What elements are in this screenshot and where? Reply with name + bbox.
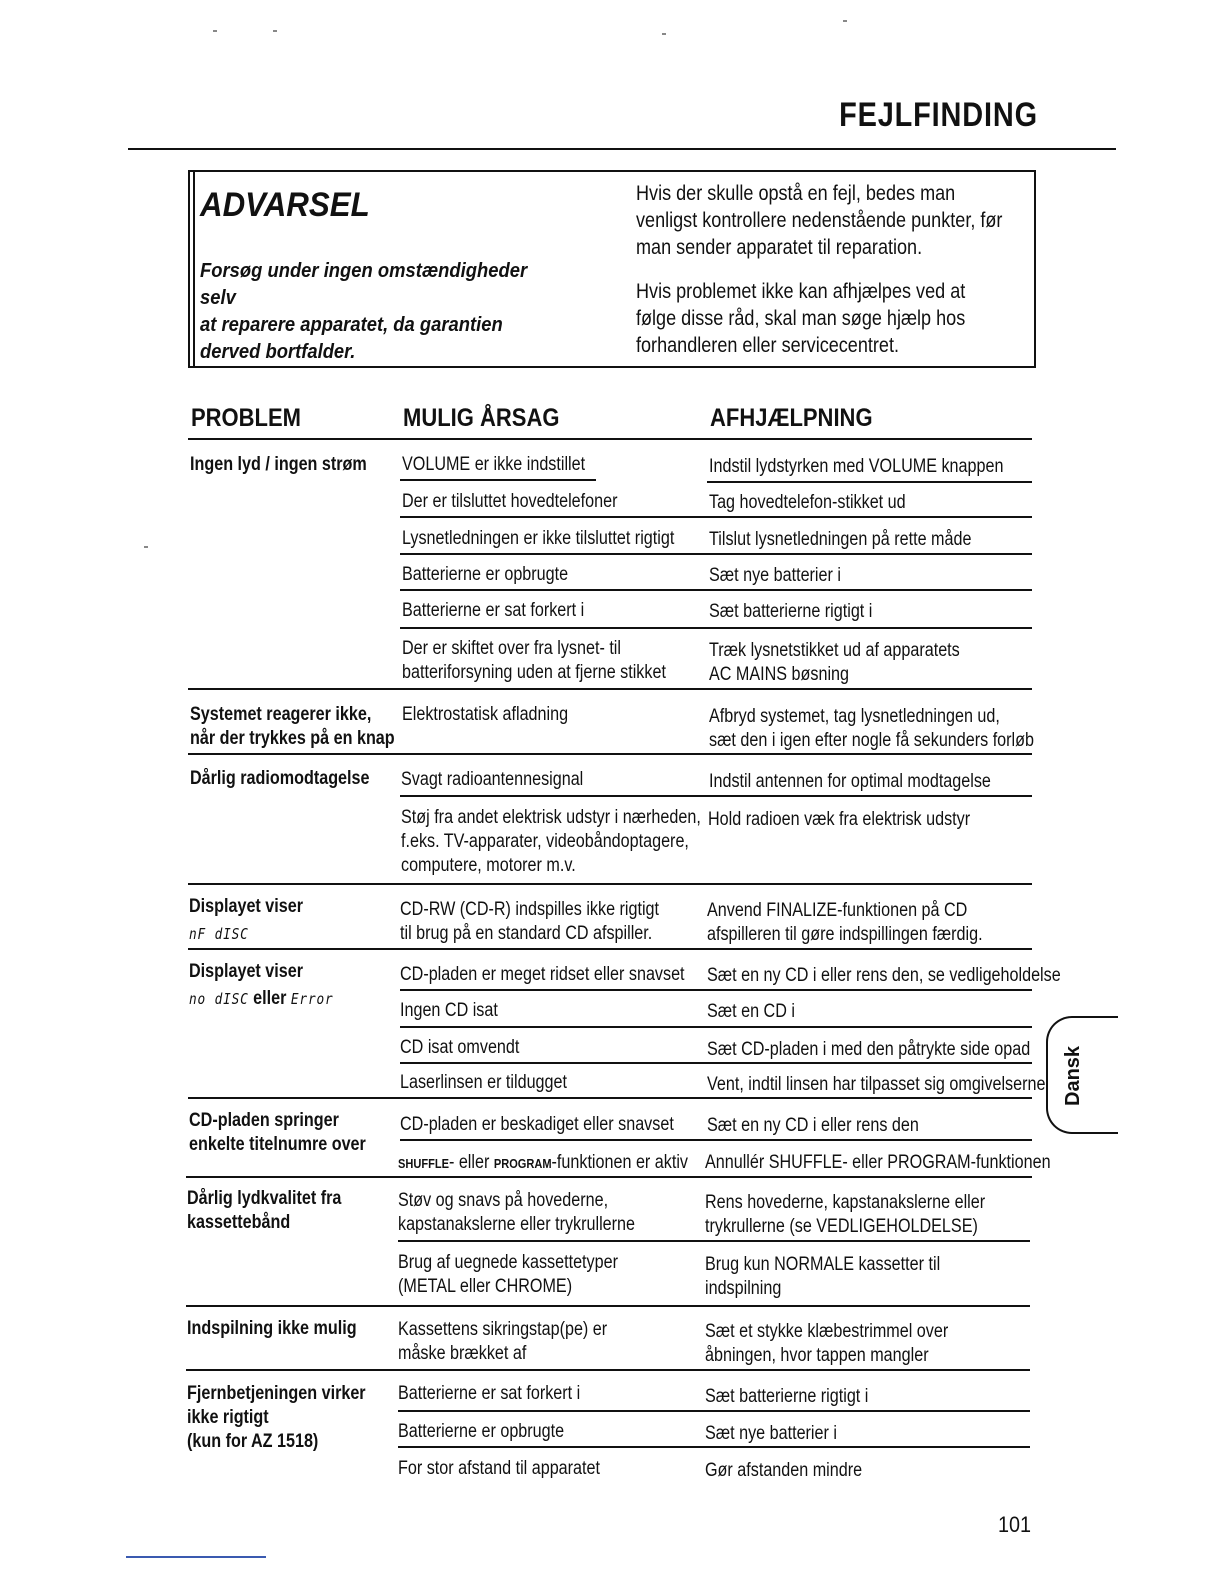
row-rule <box>400 989 1032 991</box>
cause-text: Der er tilsluttet hovedtelefoner <box>402 491 618 512</box>
row-rule <box>400 589 1032 591</box>
problem-label: CD-pladen springer enkelte titelnumre over <box>189 1110 366 1155</box>
problem-label: Displayet viser <box>189 961 304 982</box>
remedy-text: Tilslut lysnetledningen på rette måde <box>709 529 972 550</box>
cause-text: Svagt radioantennesignal <box>401 769 584 790</box>
remedy-text: Rens hovederne, kapstanakslerne eller trykrullerne (se VEDLIGEHOLDELSE) <box>705 1192 986 1237</box>
section-rule <box>188 1097 1032 1099</box>
remedy-text: Sæt en ny CD i eller rens den <box>707 1115 919 1136</box>
footer-rule <box>126 1556 266 1558</box>
or-text: eller <box>253 988 287 1009</box>
cause-text: VOLUME er ikke indstillet <box>402 454 586 475</box>
problem-label: Dårlig lydkvalitet fra kassettebånd <box>187 1188 342 1233</box>
cause-text: Batterierne er sat forkert i <box>398 1383 581 1404</box>
cause-text: For stor afstand til apparatet <box>398 1458 600 1479</box>
page-number: 101 <box>998 1512 1032 1537</box>
section-rule <box>186 1305 1030 1307</box>
column-header-problem: PROBLEM <box>191 404 301 432</box>
problem-label: Fjernbetjeningen virker ikke rigtigt (kun for AZ 1518) <box>187 1383 366 1452</box>
section-rule <box>188 688 1032 690</box>
remedy-text: Sæt en ny CD i eller rens den, se vedligeholdelse <box>707 965 1061 986</box>
row-rule <box>400 553 1032 555</box>
page-title: FEJLFINDING <box>839 96 1038 134</box>
remedy-text: Sæt batterierne rigtigt i <box>705 1386 869 1407</box>
cause-text: Kassettens sikringstap(pe) er måske brækket af <box>398 1319 608 1364</box>
cause-text: Der er skiftet over fra lysnet- til batteriforsyning uden at fjerne stikket <box>402 638 666 683</box>
cause-text: CD-pladen er meget ridset eller snavset <box>400 964 685 985</box>
shuffle-keyword: SHUFFLE <box>398 1156 449 1171</box>
cause-text: Batterierne er sat forkert i <box>402 600 585 621</box>
column-header-remedy: AFHJÆLPNING <box>710 404 873 432</box>
remedy-text: Tag hovedtelefon-stikket ud <box>709 492 906 513</box>
cause-fragment: -funktionen er aktiv <box>551 1152 688 1173</box>
section-rule <box>186 1176 1032 1178</box>
language-tab <box>1046 1016 1118 1134</box>
display-readout: nF dISC <box>189 925 249 943</box>
section-rule <box>188 948 1032 950</box>
remedy-text: Annullér SHUFFLE- eller PROGRAM-funktionen <box>705 1152 1051 1173</box>
remedy-text: Hold radioen væk fra elektrisk udstyr <box>708 809 971 830</box>
display-readout-line <box>189 987 334 1011</box>
section-rule <box>186 1369 1030 1371</box>
remedy-text: Træk lysnetstikket ud af apparatets AC MAINS bøsning <box>709 640 960 685</box>
row-rule <box>400 1139 1032 1141</box>
cause-rule <box>400 479 596 481</box>
remedy-text: Sæt batterierne rigtigt i <box>709 601 873 622</box>
row-rule <box>400 1026 1032 1028</box>
language-tab-label: Dansk <box>1062 1045 1084 1106</box>
cause-text: Ingen CD isat <box>400 1000 498 1021</box>
cause-text <box>398 1151 688 1176</box>
problem-label: Displayet viser <box>189 896 304 917</box>
cause-fragment: - eller <box>448 1152 494 1173</box>
remedy-text: Indstil lydstyrken med VOLUME knappen <box>709 456 1004 477</box>
cause-text: Elektrostatisk afladning <box>402 704 569 725</box>
cause-text: Støj fra andet elektrisk udstyr i nærheden, f.eks. TV-apparater, videobåndoptagere, computere, motorer m.v. <box>401 807 701 876</box>
intro-paragraph-2: Hvis problemet ikke kan afhjælpes ved at følge disse råd, skal man søge hjælp hos forhandleren eller servicecentret. <box>636 280 966 357</box>
cause-text: Lysnetledningen er ikke tilsluttet rigtigt <box>402 528 675 549</box>
remedy-text: Gør afstanden mindre <box>705 1460 863 1481</box>
row-rule <box>400 516 1032 518</box>
problem-label: Indspilning ikke mulig <box>187 1318 357 1339</box>
problem-label: Dårlig radiomodtagelse <box>190 768 370 789</box>
warning-heading: ADVARSEL <box>200 186 370 224</box>
row-rule <box>400 795 1032 797</box>
cause-text: Støv og snavs på hovederne, kapstanakslerne eller trykrullerne <box>398 1190 635 1235</box>
problem-label: Ingen lyd / ingen strøm <box>190 454 367 475</box>
section-rule <box>188 883 1032 885</box>
remedy-text: Indstil antennen for optimal modtagelse <box>709 771 991 792</box>
remedy-text: Sæt et stykke klæbestrimmel over åbningen, hvor tappen mangler <box>705 1321 949 1366</box>
remedy-text: Sæt en CD i <box>707 1001 795 1022</box>
row-rule <box>400 627 1032 629</box>
cause-text: CD-RW (CD-R) indspilles ikke rigtigt til brug på en standard CD afspiller. <box>400 899 660 944</box>
cause-text: CD-pladen er beskadiget eller snavset <box>400 1114 674 1135</box>
warning-text: Forsøg under ingen omstændigheder selv at reparere apparatet, da garantien derved bortfalder. <box>200 260 528 363</box>
row-rule <box>398 1240 1030 1242</box>
remedy-text: Brug kun NORMALE kassetter til indspilning <box>705 1254 941 1299</box>
row-rule <box>398 1446 1030 1448</box>
cause-text: Laserlinsen er tildugget <box>400 1072 567 1093</box>
cause-text: Batterierne er opbrugte <box>402 564 569 585</box>
cause-text: Batterierne er opbrugte <box>398 1421 565 1442</box>
remedy-text: Sæt nye batterier i <box>709 565 841 586</box>
row-rule <box>400 1062 1032 1064</box>
section-rule <box>188 753 1032 755</box>
intro-paragraph-1: Hvis der skulle opstå en fejl, bedes man venligst kontrollere nedenstående punkter, før man sender apparatet til reparation. <box>636 182 1003 259</box>
remedy-text: Sæt nye batterier i <box>705 1423 837 1444</box>
column-header-cause: MULIG ÅRSAG <box>403 404 560 432</box>
remedy-text: Vent, indtil linsen har tilpasset sig omgivelserne <box>707 1074 1046 1095</box>
row-rule <box>398 1410 1030 1412</box>
remedy-text: Afbryd systemet, tag lysnetledningen ud, sæt den i igen efter nogle få sekunders forløb <box>709 706 1034 751</box>
remedy-rule <box>707 481 1032 483</box>
problem-label: Systemet reagerer ikke, når der trykkes på en knap <box>190 704 395 749</box>
cause-text: Brug af uegnede kassettetyper (METAL eller CHROME) <box>398 1252 618 1297</box>
display-readout: Error <box>290 990 334 1008</box>
remedy-text: Anvend FINALIZE-funktionen på CD afspilleren til gøre indspillingen færdig. <box>707 900 983 945</box>
program-keyword: PROGRAM <box>493 1156 552 1171</box>
remedy-text: Sæt CD-pladen i med den påtrykte side opad <box>707 1039 1031 1060</box>
cause-text: CD isat omvendt <box>400 1037 520 1058</box>
display-readout: no dISC <box>189 990 249 1008</box>
